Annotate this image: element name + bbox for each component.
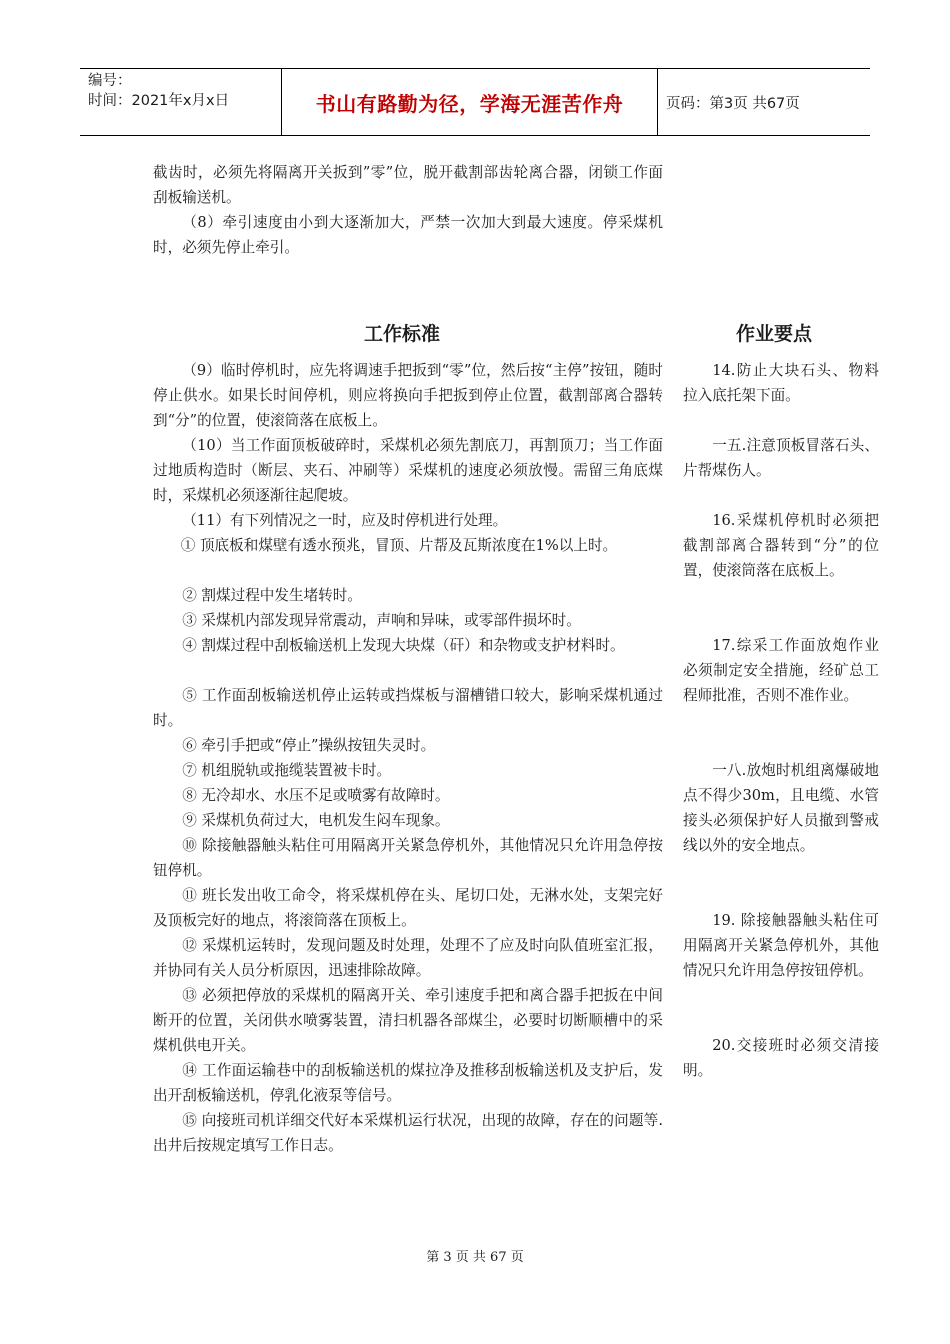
operation-point-16: 16.采煤机停机时必须把截割部离合器转到“分”的位置，使滚筒落在底板上。 bbox=[683, 512, 879, 579]
standard-paragraph-10: （10）当工作面顶板破碎时，采煤机必须先割底刀，再割顶刀；当工作面过地质构造时（断层、夹石、冲刷等）采煤机的速度必须放慢。需留三角底煤时，采煤机必须逐渐往起爬坡。 bbox=[153, 437, 663, 504]
heading-operation-points: 作业要点 bbox=[736, 323, 813, 345]
standard-item-10: ⑩ 除接触器触头粘住可用隔离开关紧急停机外，其他情况只允许用急停按钮停机。 bbox=[153, 837, 663, 879]
standard-item-4: ④ 割煤过程中刮板输送机上发现大块煤（矸）和杂物或支护材料时。 bbox=[182, 637, 625, 654]
standard-paragraph-9: （9）临时停机时，应先将调速手把扳到“零”位，然后按“主停”按钮，随时停止供水。如果长时间停机，则应将换向手把扳到停止位置，截割部离合器转到“分”的位置，使滚筒落在底板上。 bbox=[153, 362, 663, 429]
page-footer: 第 3 页 共 67 页 bbox=[426, 1250, 524, 1265]
operation-point-17: 17.综采工作面放炮作业必须制定安全措施，经矿总工程师批准，否则不准作业。 bbox=[683, 637, 879, 704]
operation-point-19: 19. 除接触器触头粘住可用隔离开关紧急停机外，其他情况只允许用急停按钮停机。 bbox=[683, 912, 879, 979]
top-paragraph-1: 截齿时，必须先将隔离开关扳到”零”位，脱开截割部齿轮离合器，闭锁工作面刮板输送机。 bbox=[153, 164, 663, 206]
operation-point-15: 一五.注意顶板冒落石头、片帮煤伤人。 bbox=[683, 437, 879, 479]
operation-point-14: 14.防止大块石头、物料拉入底托架下面。 bbox=[683, 362, 879, 404]
standard-item-1: ① 顶底板和煤壁有透水预兆，冒顶、片帮及瓦斯浓度在1%以上时。 bbox=[180, 537, 618, 554]
heading-work-standard: 工作标准 bbox=[364, 323, 441, 345]
standard-item-12: ⑫ 采煤机运转时，发现问题及时处理，处理不了应及时向队值班室汇报，并协同有关人员分析原因，迅速排除故障。 bbox=[153, 937, 663, 979]
page-header bbox=[80, 68, 870, 136]
standard-item-8: ⑧ 无冷却水、水压不足或喷雾有故障时。 bbox=[182, 787, 450, 804]
standard-item-13: ⑬ 必须把停放的采煤机的隔离开关、牵引速度手把和离合器手把扳在中间断开的位置，关闭供水喷雾装置，清扫机器各部煤尘，必要时切断顺槽中的采煤机供电开关。 bbox=[153, 987, 663, 1054]
standard-item-11: ⑪ 班长发出收工命令，将采煤机停在头、尾切口处，无淋水处，支架完好及顶板完好的地点，将滚筒落在顶板上。 bbox=[153, 887, 663, 929]
standard-item-15: ⑮ 向接班司机详细交代好本采煤机运行状况，出现的故障，存在的问题等.出井后按规定填写工作日志。 bbox=[153, 1112, 663, 1154]
standard-item-2: ② 割煤过程中发生堵转时。 bbox=[182, 587, 362, 604]
standard-item-14: ⑭ 工作面运输巷中的刮板输送机的煤拉净及推移刮板输送机及支护后，发出开刮板输送机，停乳化液泵等信号。 bbox=[153, 1062, 663, 1104]
top-paragraph-2: （8）牵引速度由小到大逐渐加大，严禁一次加大到最大速度。停采煤机时，必须先停止牵引。 bbox=[153, 214, 663, 256]
header-motto: 书山有路勤为径，学海无涯苦作舟 bbox=[315, 91, 624, 116]
standard-item-7: ⑦ 机组脱轨或拖缆装置被卡时。 bbox=[182, 762, 392, 779]
serial-number-label: 编号： bbox=[88, 73, 132, 89]
standard-item-6: ⑥ 牵引手把或“停止”操纵按钮失灵时。 bbox=[182, 737, 436, 754]
header-motto-cell bbox=[282, 69, 658, 135]
header-meta bbox=[80, 69, 282, 135]
operation-point-20: 20.交接班时必须交清接明。 bbox=[683, 1037, 879, 1079]
standard-item-9: ⑨ 采煤机负荷过大，电机发生闷车现象。 bbox=[182, 812, 450, 829]
standard-paragraph-11: （11）有下列情况之一时，应及时停机进行处理。 bbox=[182, 512, 508, 529]
header-page-info-cell bbox=[658, 69, 870, 135]
date-line: 时间：2021年x月x日 bbox=[88, 93, 230, 109]
header-page-info: 页码：第3页 共67页 bbox=[666, 95, 800, 112]
standard-item-3: ③ 采煤机内部发现异常震动，声响和异味，或零部件损坏时。 bbox=[182, 612, 581, 629]
standard-item-5: ⑤ 工作面刮板输送机停止运转或挡煤板与溜槽错口较大，影响采煤机通过时。 bbox=[153, 687, 663, 729]
operation-point-18: 一八.放炮时机组离爆破地点不得少30m，且电缆、水管接头必须保护好人员撤到警戒线以外的安全地点。 bbox=[683, 762, 879, 854]
